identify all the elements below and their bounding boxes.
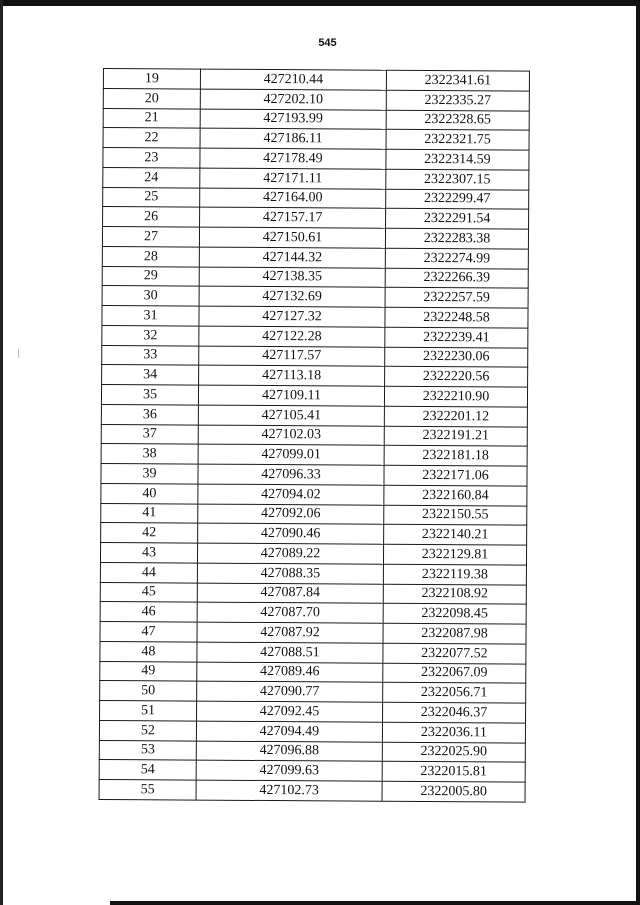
- northing-cell: 2322307.15: [386, 169, 529, 190]
- point-number-cell: 50: [100, 681, 197, 701]
- easting-cell: 427102.03: [198, 425, 384, 446]
- northing-cell: 2322015.81: [382, 761, 525, 782]
- table-row: [102, 365, 528, 387]
- easting-cell: 427186.11: [200, 128, 386, 149]
- northing-cell: 2322210.90: [384, 386, 527, 407]
- northing-cell: 2322181.18: [384, 445, 527, 466]
- easting-cell: 427087.84: [197, 583, 383, 604]
- point-number-cell: 44: [100, 562, 197, 582]
- point-number-cell: 51: [100, 700, 197, 720]
- point-number-cell: 40: [101, 483, 198, 503]
- easting-cell: 427099.01: [198, 444, 384, 465]
- northing-cell: 2322341.61: [386, 70, 529, 91]
- easting-cell: 427178.49: [200, 148, 386, 169]
- scan-border-top: [0, 0, 640, 6]
- northing-cell: 2322274.99: [385, 248, 528, 269]
- northing-cell: 2322171.06: [384, 465, 527, 486]
- table-row: [103, 207, 529, 229]
- table-row: [102, 246, 528, 268]
- table-row: [99, 760, 525, 782]
- northing-cell: 2322201.12: [384, 406, 527, 427]
- table-row: [101, 523, 527, 545]
- table-row: [99, 740, 525, 762]
- northing-cell: 2322314.59: [386, 149, 529, 170]
- easting-cell: 427117.57: [199, 346, 385, 367]
- table-row: [103, 88, 529, 110]
- point-number-cell: 47: [100, 621, 197, 641]
- table-row: [100, 681, 526, 703]
- easting-cell: 427144.32: [199, 247, 385, 268]
- easting-cell: 427193.99: [200, 109, 386, 130]
- northing-cell: 2322129.81: [383, 544, 526, 565]
- easting-cell: 427096.33: [198, 464, 384, 485]
- point-number-cell: 39: [101, 463, 198, 483]
- northing-cell: 2322067.09: [383, 663, 526, 684]
- point-number-cell: 54: [99, 760, 196, 780]
- easting-cell: 427092.45: [197, 701, 383, 722]
- point-number-cell: 23: [103, 148, 200, 168]
- point-number-cell: 36: [101, 404, 198, 424]
- table-row: [103, 167, 529, 189]
- easting-cell: 427150.61: [199, 227, 385, 248]
- table-row: [100, 700, 526, 722]
- easting-cell: 427132.69: [199, 286, 385, 307]
- easting-cell: 427210.44: [200, 69, 386, 90]
- northing-cell: 2322230.06: [385, 347, 528, 368]
- northing-cell: 2322291.54: [386, 208, 529, 229]
- point-number-cell: 24: [103, 167, 200, 187]
- easting-cell: 427096.88: [196, 741, 382, 762]
- table-row: [102, 345, 528, 367]
- point-number-cell: 21: [103, 108, 200, 128]
- northing-cell: 2322140.21: [384, 524, 527, 545]
- northing-cell: 2322257.59: [385, 287, 528, 308]
- easting-cell: 427090.46: [198, 523, 384, 544]
- northing-cell: 2322160.84: [384, 485, 527, 506]
- northing-cell: 2322056.71: [383, 682, 526, 703]
- point-number-cell: 22: [103, 128, 200, 148]
- easting-cell: 427090.77: [197, 681, 383, 702]
- table-row: [103, 108, 529, 130]
- easting-cell: 427102.73: [196, 780, 382, 801]
- easting-cell: 427099.63: [196, 760, 382, 781]
- point-number-cell: 52: [99, 720, 196, 740]
- northing-cell: 2322108.92: [383, 584, 526, 605]
- point-number-cell: 31: [102, 305, 199, 325]
- northing-cell: 2322220.56: [385, 366, 528, 387]
- scan-speck: [18, 349, 19, 358]
- table-row: [100, 661, 526, 683]
- northing-cell: 2322266.39: [385, 268, 528, 289]
- point-number-cell: 28: [102, 246, 199, 266]
- table-row: [101, 483, 527, 505]
- page-number: 545: [318, 37, 337, 49]
- point-number-cell: 20: [103, 88, 200, 108]
- easting-cell: 427157.17: [200, 207, 386, 228]
- table-row: [102, 286, 528, 308]
- table-row: [101, 503, 527, 525]
- easting-cell: 427138.35: [199, 267, 385, 288]
- point-number-cell: 26: [103, 207, 200, 227]
- table-row: [101, 463, 527, 485]
- northing-cell: 2322036.11: [382, 722, 525, 743]
- northing-cell: 2322239.41: [385, 327, 528, 348]
- table-row: [99, 720, 525, 742]
- point-number-cell: 46: [100, 602, 197, 622]
- northing-cell: 2322283.38: [385, 228, 528, 249]
- scan-border-bottom: [110, 901, 640, 905]
- table-row: [99, 779, 525, 801]
- table-row: [103, 187, 529, 209]
- point-number-cell: 27: [102, 227, 199, 247]
- point-number-cell: 41: [101, 503, 198, 523]
- easting-cell: 427105.41: [198, 405, 384, 426]
- easting-cell: 427122.28: [199, 326, 385, 347]
- northing-cell: 2322119.38: [383, 564, 526, 585]
- point-number-cell: 30: [102, 286, 199, 306]
- easting-cell: 427088.35: [197, 563, 383, 584]
- coordinate-table: [99, 68, 530, 802]
- point-number-cell: 45: [100, 582, 197, 602]
- point-number-cell: 35: [101, 384, 198, 404]
- northing-cell: 2322046.37: [383, 702, 526, 723]
- northing-cell: 2322025.90: [382, 742, 525, 763]
- northing-cell: 2322005.80: [382, 781, 525, 802]
- scan-border-right: [636, 0, 640, 905]
- easting-cell: 427087.92: [197, 622, 383, 643]
- table-row: [103, 69, 529, 91]
- point-number-cell: 55: [99, 779, 196, 799]
- table-row: [100, 602, 526, 624]
- point-number-cell: 48: [100, 641, 197, 661]
- table-row: [103, 128, 529, 150]
- point-number-cell: 37: [101, 424, 198, 444]
- table-row: [100, 641, 526, 663]
- northing-cell: 2322150.55: [384, 505, 527, 526]
- northing-cell: 2322335.27: [386, 90, 529, 111]
- table-row: [101, 404, 527, 426]
- easting-cell: 427127.32: [199, 306, 385, 327]
- northing-cell: 2322077.52: [383, 643, 526, 664]
- easting-cell: 427087.70: [197, 602, 383, 623]
- northing-cell: 2322098.45: [383, 603, 526, 624]
- easting-cell: 427202.10: [200, 89, 386, 110]
- easting-cell: 427088.51: [197, 642, 383, 663]
- easting-cell: 427094.49: [196, 721, 382, 742]
- easting-cell: 427089.46: [197, 662, 383, 683]
- table-row: [102, 227, 528, 249]
- table-row: [101, 444, 527, 466]
- table-row: [100, 542, 526, 564]
- table-row: [101, 384, 527, 406]
- easting-cell: 427094.02: [198, 484, 384, 505]
- northing-cell: 2322087.98: [383, 623, 526, 644]
- easting-cell: 427109.11: [198, 385, 384, 406]
- table-row: [101, 424, 527, 446]
- point-number-cell: 43: [100, 542, 197, 562]
- table-row: [102, 325, 528, 347]
- easting-cell: 427113.18: [199, 365, 385, 386]
- point-number-cell: 38: [101, 444, 198, 464]
- point-number-cell: 19: [103, 69, 200, 89]
- point-number-cell: 49: [100, 661, 197, 681]
- easting-cell: 427171.11: [200, 168, 386, 189]
- point-number-cell: 29: [102, 266, 199, 286]
- table-row: [100, 562, 526, 584]
- coordinate-table-body: [99, 69, 529, 802]
- table-row: [102, 266, 528, 288]
- table-row: [102, 305, 528, 327]
- point-number-cell: 53: [99, 740, 196, 760]
- northing-cell: 2322191.21: [384, 426, 527, 447]
- point-number-cell: 42: [101, 523, 198, 543]
- easting-cell: 427089.22: [197, 543, 383, 564]
- scan-border-left: [0, 0, 3, 905]
- northing-cell: 2322299.47: [386, 189, 529, 210]
- table-row: [100, 582, 526, 604]
- point-number-cell: 32: [102, 325, 199, 345]
- point-number-cell: 33: [102, 345, 199, 365]
- table-row: [100, 621, 526, 643]
- northing-cell: 2322248.58: [385, 307, 528, 328]
- table-row: [103, 148, 529, 170]
- easting-cell: 427164.00: [200, 188, 386, 209]
- easting-cell: 427092.06: [198, 504, 384, 525]
- point-number-cell: 34: [102, 365, 199, 385]
- northing-cell: 2322321.75: [386, 129, 529, 150]
- point-number-cell: 25: [103, 187, 200, 207]
- northing-cell: 2322328.65: [386, 110, 529, 131]
